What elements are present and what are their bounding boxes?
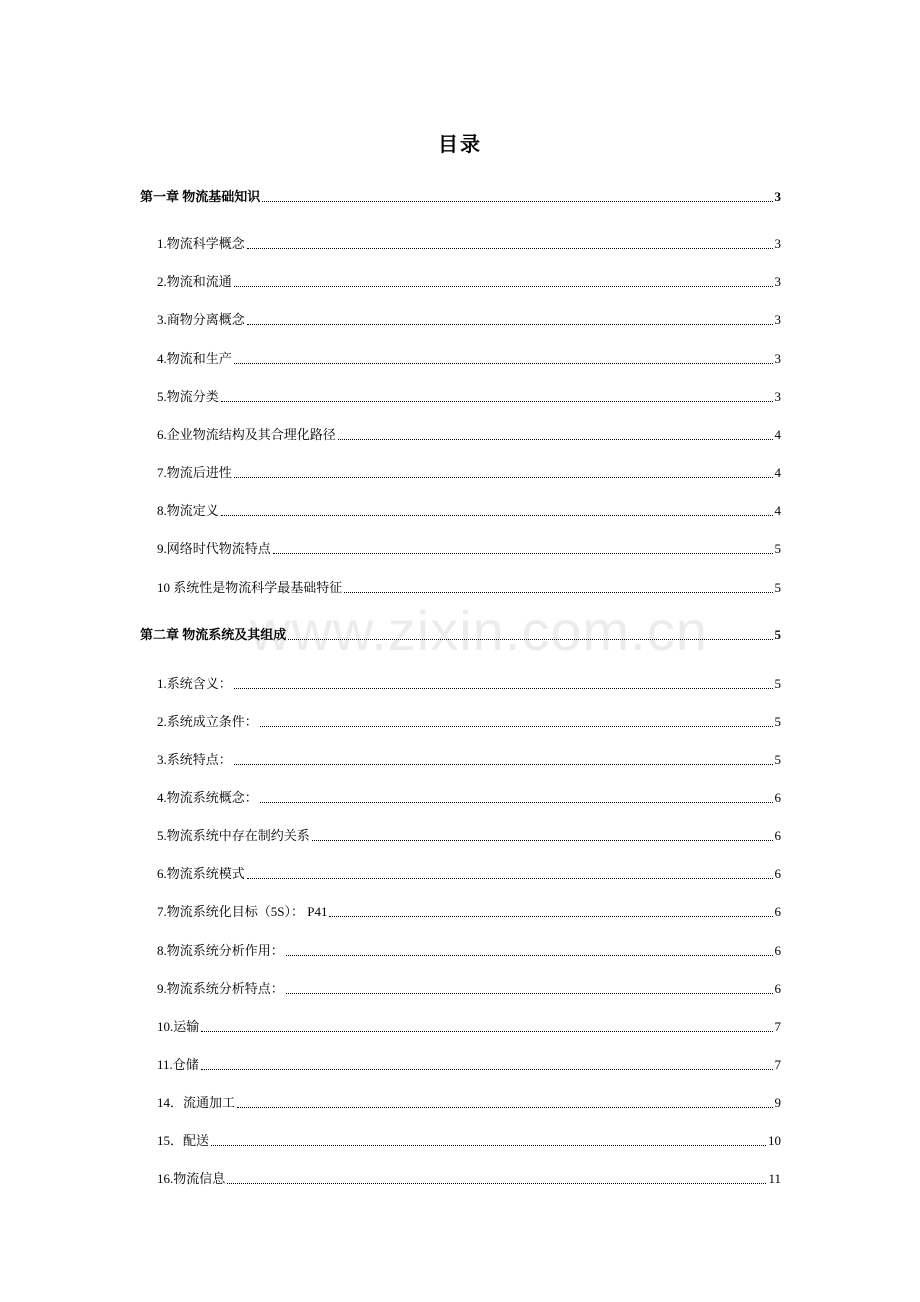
toc-entry-label: 6.物流系统模式: [157, 866, 245, 881]
toc-section-entry[interactable]: [157, 312, 781, 328]
watermark: www.zixin.com.cn: [250, 599, 708, 662]
toc-dot-leader: [234, 687, 773, 689]
toc-entry-label: 8.物流系统分析作用：: [157, 943, 284, 958]
toc-page-number: 3: [774, 351, 781, 366]
toc-dot-leader: [227, 1182, 766, 1184]
toc-entry-label: 3.商物分离概念: [157, 312, 245, 327]
toc-section-entry[interactable]: [157, 465, 781, 481]
toc-section-entry[interactable]: [157, 866, 781, 882]
toc-page-number: 4: [774, 503, 781, 518]
toc-dot-leader: [338, 438, 773, 440]
toc-page-number: 10: [768, 1133, 781, 1148]
toc-page-number: 3: [774, 189, 781, 204]
toc-page-number: 5: [774, 676, 781, 691]
toc-section-entry[interactable]: [157, 904, 781, 920]
toc-entry-label: 3.系统特点：: [157, 752, 232, 767]
toc-page-number: 7: [774, 1019, 781, 1034]
toc-section-entry[interactable]: [157, 981, 781, 997]
toc-section-entry[interactable]: [157, 351, 781, 367]
toc-page-number: 7: [774, 1057, 781, 1072]
toc-dot-leader: [221, 514, 773, 516]
toc-dot-leader: [234, 763, 773, 765]
toc-chapter-entry[interactable]: [140, 627, 781, 643]
toc-section-entry[interactable]: [157, 580, 781, 596]
toc-entry-label: 第一章 物流基础知识: [140, 189, 261, 204]
toc-page-number: 4: [774, 465, 781, 480]
toc-page-number: 5: [774, 627, 781, 642]
toc-entry-label: 8.物流定义: [157, 503, 219, 518]
toc-dot-leader: [260, 801, 773, 803]
toc-dot-leader: [234, 362, 773, 364]
toc-entry-label: 4.物流系统概念：: [157, 790, 258, 805]
toc-dot-leader: [234, 476, 773, 478]
toc-dot-leader: [273, 552, 773, 554]
toc-section-entry[interactable]: [157, 714, 781, 730]
toc-section-entry[interactable]: [157, 676, 781, 692]
toc-page-number: 6: [774, 943, 781, 958]
toc-entry-label: 5.物流系统中存在制约关系: [157, 828, 310, 843]
toc-dot-leader: [201, 1030, 772, 1032]
toc-entry-label: 2.物流和流通: [157, 274, 232, 289]
toc-page-number: 6: [774, 904, 781, 919]
toc-dot-leader: [312, 839, 773, 841]
toc-entry-label: 7.物流系统化目标（5S）： P41: [157, 904, 328, 919]
toc-dot-leader: [237, 1106, 772, 1108]
toc-dot-leader: [247, 323, 773, 325]
toc-entry-label: 16.物流信息: [157, 1171, 226, 1186]
toc-page-number: 6: [774, 866, 781, 881]
toc-entry-label: 6.企业物流结构及其合理化路径: [157, 427, 336, 442]
toc-entry-label: 4.物流和生产: [157, 351, 232, 366]
toc-section-entry[interactable]: [157, 541, 781, 557]
toc-section-entry[interactable]: [157, 1019, 781, 1035]
toc-section-entry[interactable]: [157, 1171, 781, 1187]
toc-entry-label: 7.物流后进性: [157, 465, 232, 480]
toc-entry-label: 5.物流分类: [157, 389, 219, 404]
toc-dot-leader: [234, 285, 773, 287]
toc-entry-label: 9.物流系统分析特点：: [157, 981, 284, 996]
toc-dot-leader: [288, 638, 772, 640]
toc-entry-label: 15．配送: [157, 1133, 210, 1148]
toc-page-number: 5: [774, 580, 781, 595]
toc-section-entry[interactable]: [157, 1057, 781, 1073]
toc-page-number: 6: [774, 828, 781, 843]
toc-entry-label: 10 系统性是物流科学最基础特征: [157, 580, 343, 595]
toc-dot-leader: [201, 1068, 773, 1070]
toc-section-entry[interactable]: [157, 503, 781, 519]
toc-page-number: 6: [774, 981, 781, 996]
toc-section-entry[interactable]: [157, 790, 781, 806]
toc-entry-label: 14．流通加工: [157, 1095, 236, 1110]
toc-section-entry[interactable]: [157, 1133, 781, 1149]
toc-dot-leader: [260, 725, 773, 727]
toc-page-number: 3: [774, 236, 781, 251]
toc-dot-leader: [262, 200, 772, 202]
toc-entry-label: 10.运输: [157, 1019, 200, 1034]
toc-page-number: 6: [774, 790, 781, 805]
toc-entry-label: 第二章 物流系统及其组成: [140, 627, 287, 642]
toc-page-number: 5: [774, 714, 781, 729]
toc-dot-leader: [329, 915, 772, 917]
toc-page-number: 5: [774, 752, 781, 767]
toc-dot-leader: [211, 1144, 766, 1146]
toc-section-entry[interactable]: [157, 274, 781, 290]
toc-page-number: 3: [774, 389, 781, 404]
toc-section-entry[interactable]: [157, 236, 781, 252]
toc-entry-label: 2.系统成立条件：: [157, 714, 258, 729]
toc-section-entry[interactable]: [157, 752, 781, 768]
toc-title: 目录: [438, 132, 482, 156]
toc-section-entry[interactable]: [157, 828, 781, 844]
toc-page-number: 3: [774, 312, 781, 327]
toc-dot-leader: [344, 591, 772, 593]
toc-entry-label: 9.网络时代物流特点: [157, 541, 271, 556]
toc-section-entry[interactable]: [157, 943, 781, 959]
toc-page-number: 11: [768, 1171, 781, 1186]
toc-dot-leader: [221, 400, 773, 402]
toc-dot-leader: [286, 954, 773, 956]
toc-dot-leader: [247, 877, 773, 879]
toc-section-entry[interactable]: [157, 1095, 781, 1111]
toc-dot-leader: [286, 992, 773, 994]
toc-page-number: 3: [774, 274, 781, 289]
toc-entry-label: 1.物流科学概念: [157, 236, 245, 251]
toc-dot-leader: [247, 247, 773, 249]
toc-entry-label: 1.系统含义：: [157, 676, 232, 691]
toc-page-number: 4: [774, 427, 781, 442]
toc-entry-label: 11.仓储: [157, 1057, 199, 1072]
toc-section-entry[interactable]: [157, 427, 781, 443]
toc-chapter-entry[interactable]: [140, 189, 781, 205]
toc-page-number: 9: [774, 1095, 781, 1110]
toc-section-entry[interactable]: [157, 389, 781, 405]
toc-page-number: 5: [774, 541, 781, 556]
